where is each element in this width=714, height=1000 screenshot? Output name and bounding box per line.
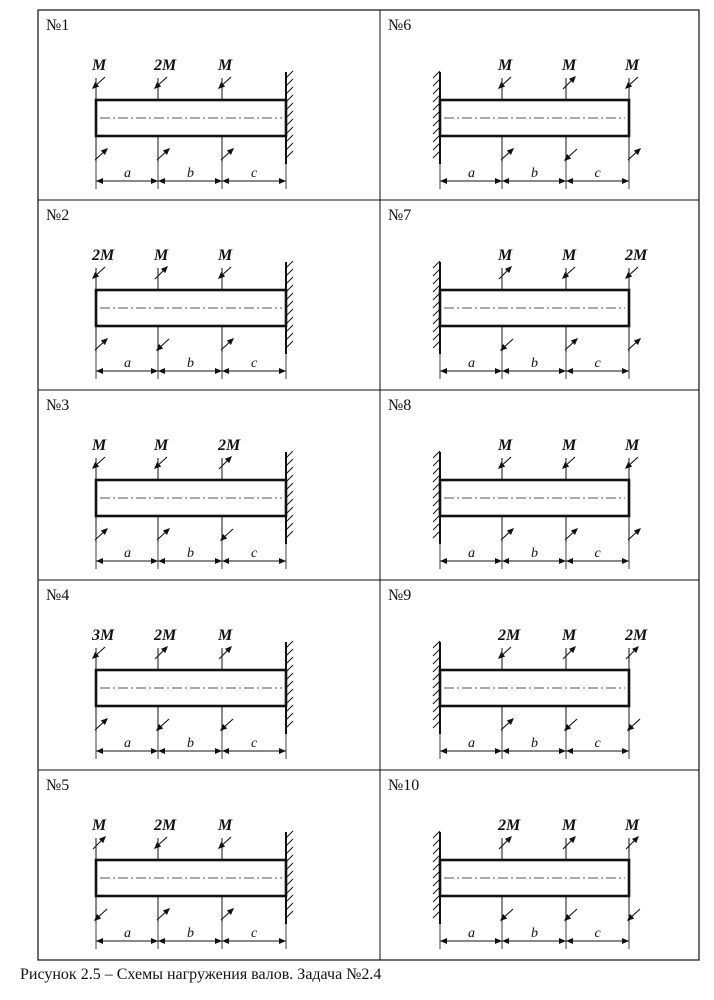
torque-label: M bbox=[218, 817, 233, 834]
torque-label: 2M bbox=[154, 57, 177, 74]
torque-label: M bbox=[92, 817, 107, 834]
hatch-line bbox=[286, 665, 293, 672]
arrow-head bbox=[566, 178, 573, 184]
hatch-line bbox=[286, 333, 293, 340]
torque-arrow bbox=[92, 267, 108, 352]
arrow-head bbox=[215, 938, 222, 944]
torque-label: M bbox=[498, 247, 513, 264]
arrow-head bbox=[566, 938, 573, 944]
torque-arrow bbox=[218, 837, 234, 922]
hatch-line bbox=[433, 911, 440, 918]
torque-label: M bbox=[562, 57, 577, 74]
arrow-head bbox=[222, 938, 229, 944]
fixed-support-hatch bbox=[286, 831, 293, 924]
dimension-label: a bbox=[468, 736, 475, 751]
torque-arrow bbox=[562, 267, 578, 352]
scheme-table-grid bbox=[38, 10, 699, 960]
scheme-number: №1 bbox=[46, 17, 70, 34]
arrow-head bbox=[158, 558, 165, 564]
dimension-label: c bbox=[251, 546, 258, 561]
torque-label: 2M bbox=[625, 247, 648, 264]
torque-arrow bbox=[498, 457, 514, 542]
hatch-line bbox=[286, 911, 293, 918]
hatch-line bbox=[433, 649, 440, 656]
arrow-head bbox=[502, 748, 509, 754]
dimension-label: a bbox=[468, 166, 475, 181]
arrow-head bbox=[502, 558, 509, 564]
dimension-label: a bbox=[124, 546, 131, 561]
arrow-head bbox=[215, 178, 222, 184]
figure-caption: Рисунок 2.5 – Схемы нагружения валов. Задача №2.4 bbox=[20, 966, 382, 983]
dimension-label: c bbox=[251, 926, 258, 941]
dimension-label: b bbox=[531, 546, 538, 561]
arrow-head bbox=[151, 748, 158, 754]
dimension-label: c bbox=[251, 736, 258, 751]
scheme-number: №5 bbox=[46, 777, 70, 794]
torque-arrow bbox=[154, 837, 170, 922]
torque-label: 2M bbox=[154, 817, 177, 834]
dimension-label: a bbox=[124, 736, 131, 751]
torque-arrow bbox=[625, 77, 641, 162]
torque-label: 2M bbox=[154, 627, 177, 644]
hatch-line bbox=[286, 523, 293, 530]
hatch-line bbox=[433, 523, 440, 530]
torque-arrow bbox=[625, 457, 641, 542]
hatch-line bbox=[286, 475, 293, 482]
hatch-line bbox=[433, 531, 440, 538]
dimension-label: c bbox=[594, 926, 601, 941]
hatch-line bbox=[433, 459, 440, 466]
scheme-number: №6 bbox=[388, 17, 412, 34]
hatch-line bbox=[286, 87, 293, 94]
dimension-label: c bbox=[251, 166, 258, 181]
dimension-label: a bbox=[468, 356, 475, 371]
hatch-line bbox=[433, 641, 440, 648]
arrow-head bbox=[279, 178, 286, 184]
torque-arrow bbox=[499, 836, 513, 922]
torque-label: M bbox=[562, 627, 577, 644]
scheme-number: №10 bbox=[388, 777, 420, 794]
hatch-line bbox=[433, 151, 440, 158]
torque-label: M bbox=[625, 817, 640, 834]
hatch-line bbox=[286, 151, 293, 158]
dimension-label: c bbox=[594, 356, 601, 371]
arrow-head bbox=[622, 938, 629, 944]
fixed-support-hatch bbox=[286, 71, 293, 164]
hatch-line bbox=[433, 79, 440, 86]
torque-label: M bbox=[625, 57, 640, 74]
arrow-head bbox=[495, 558, 502, 564]
hatch-line bbox=[286, 831, 293, 838]
hatch-line bbox=[286, 459, 293, 466]
hatch-line bbox=[433, 87, 440, 94]
torque-label: M bbox=[218, 627, 233, 644]
torque-label: M bbox=[498, 57, 513, 74]
hatch-line bbox=[286, 713, 293, 720]
arrow-head bbox=[495, 368, 502, 374]
hatch-line bbox=[286, 451, 293, 458]
arrow-head bbox=[495, 938, 502, 944]
scheme-cell bbox=[388, 207, 648, 379]
dimension-label: b bbox=[187, 926, 194, 941]
dimension-label: b bbox=[531, 736, 538, 751]
torque-label: 2M bbox=[498, 817, 521, 834]
arrow-head bbox=[440, 368, 447, 374]
dimension-label: c bbox=[594, 736, 601, 751]
hatch-line bbox=[286, 71, 293, 78]
hatch-line bbox=[286, 341, 293, 348]
arrow-head bbox=[96, 938, 103, 944]
torque-arrow bbox=[155, 266, 169, 352]
torque-label: M bbox=[154, 247, 169, 264]
hatch-line bbox=[433, 467, 440, 474]
scheme-number: №8 bbox=[388, 397, 412, 414]
hatch-line bbox=[433, 71, 440, 78]
arrow-head bbox=[151, 178, 158, 184]
arrow-head bbox=[566, 558, 573, 564]
torque-arrow bbox=[154, 77, 170, 162]
hatch-line bbox=[433, 269, 440, 276]
dimension-label: c bbox=[594, 546, 601, 561]
dimension-label: b bbox=[187, 546, 194, 561]
torque-arrow bbox=[499, 266, 513, 352]
arrow-head bbox=[559, 368, 566, 374]
torque-arrow bbox=[563, 836, 577, 922]
hatch-line bbox=[286, 903, 293, 910]
dimension-label: a bbox=[124, 926, 131, 941]
torque-label: M bbox=[562, 247, 577, 264]
dimension-label: c bbox=[251, 356, 258, 371]
arrow-head bbox=[622, 368, 629, 374]
dimension-label: b bbox=[531, 356, 538, 371]
torque-label: 2M bbox=[92, 247, 115, 264]
scheme-cell bbox=[388, 397, 641, 569]
torque-arrow bbox=[625, 267, 641, 352]
dimension-label: a bbox=[124, 166, 131, 181]
arrow-head bbox=[566, 368, 573, 374]
torque-label: 2M bbox=[498, 627, 521, 644]
scheme-number: №9 bbox=[388, 587, 412, 604]
hatch-line bbox=[286, 285, 293, 292]
hatch-line bbox=[433, 721, 440, 728]
torque-arrow bbox=[562, 457, 578, 542]
hatch-line bbox=[433, 831, 440, 838]
torque-label: M bbox=[218, 57, 233, 74]
hatch-line bbox=[286, 95, 293, 102]
scheme-cell bbox=[46, 397, 293, 569]
dimension-label: b bbox=[531, 166, 538, 181]
hatch-line bbox=[286, 261, 293, 268]
scheme-cell bbox=[46, 587, 293, 759]
dimension-label: b bbox=[531, 926, 538, 941]
arrow-head bbox=[559, 558, 566, 564]
arrow-head bbox=[440, 178, 447, 184]
scheme-number: №7 bbox=[388, 207, 412, 224]
hatch-line bbox=[433, 847, 440, 854]
arrow-head bbox=[502, 938, 509, 944]
hatch-line bbox=[433, 713, 440, 720]
torque-arrow bbox=[218, 267, 234, 352]
arrow-head bbox=[222, 368, 229, 374]
arrow-head bbox=[96, 748, 103, 754]
hatch-line bbox=[286, 721, 293, 728]
torque-label: M bbox=[562, 437, 577, 454]
torque-label: 2M bbox=[625, 627, 648, 644]
hatch-line bbox=[286, 531, 293, 538]
hatch-line bbox=[433, 325, 440, 332]
scheme-cell bbox=[388, 587, 648, 759]
fixed-support-hatch bbox=[286, 641, 293, 734]
hatch-line bbox=[286, 839, 293, 846]
arrow-head bbox=[96, 368, 103, 374]
arrow-head bbox=[151, 938, 158, 944]
dimension-label: a bbox=[468, 546, 475, 561]
hatch-line bbox=[286, 143, 293, 150]
torque-label: M bbox=[92, 57, 107, 74]
arrow-head bbox=[215, 368, 222, 374]
torque-arrow bbox=[154, 457, 170, 542]
scheme-cell bbox=[46, 207, 293, 379]
hatch-line bbox=[433, 333, 440, 340]
table-border bbox=[38, 10, 699, 960]
dimension-label: a bbox=[124, 356, 131, 371]
arrow-head bbox=[222, 178, 229, 184]
arrow-head bbox=[158, 368, 165, 374]
dimension-label: b bbox=[187, 356, 194, 371]
torque-label: M bbox=[92, 437, 107, 454]
torque-arrow bbox=[563, 76, 577, 162]
hatch-line bbox=[433, 839, 440, 846]
arrow-head bbox=[559, 748, 566, 754]
arrow-head bbox=[495, 178, 502, 184]
fixed-support-hatch bbox=[286, 261, 293, 354]
hatch-line bbox=[286, 79, 293, 86]
arrow-head bbox=[622, 748, 629, 754]
arrow-head bbox=[279, 748, 286, 754]
torque-label: M bbox=[498, 437, 513, 454]
scheme-cell bbox=[46, 17, 293, 189]
arrow-head bbox=[96, 558, 103, 564]
arrow-head bbox=[158, 178, 165, 184]
dimension-label: a bbox=[468, 926, 475, 941]
arrow-head bbox=[502, 368, 509, 374]
scheme-number: №4 bbox=[46, 587, 70, 604]
dimension-label: b bbox=[187, 166, 194, 181]
arrow-head bbox=[279, 368, 286, 374]
arrow-head bbox=[622, 558, 629, 564]
hatch-line bbox=[286, 641, 293, 648]
arrow-head bbox=[96, 178, 103, 184]
torque-label: 2M bbox=[218, 437, 241, 454]
arrow-head bbox=[222, 748, 229, 754]
arrow-head bbox=[279, 938, 286, 944]
arrow-head bbox=[158, 748, 165, 754]
arrow-head bbox=[495, 748, 502, 754]
arrow-head bbox=[151, 368, 158, 374]
hatch-line bbox=[286, 277, 293, 284]
arrow-head bbox=[440, 558, 447, 564]
hatch-line bbox=[286, 269, 293, 276]
arrow-head bbox=[215, 748, 222, 754]
arrow-head bbox=[222, 558, 229, 564]
torque-arrow bbox=[563, 646, 577, 732]
hatch-line bbox=[286, 855, 293, 862]
arrow-head bbox=[440, 938, 447, 944]
hatch-line bbox=[433, 657, 440, 664]
torque-arrow bbox=[92, 647, 108, 732]
hatch-line bbox=[286, 847, 293, 854]
arrow-head bbox=[559, 938, 566, 944]
hatch-line bbox=[433, 143, 440, 150]
scheme-number: №2 bbox=[46, 207, 70, 224]
hatch-line bbox=[433, 261, 440, 268]
arrow-head bbox=[440, 748, 447, 754]
torque-arrow bbox=[155, 646, 169, 732]
hatch-line bbox=[286, 657, 293, 664]
torque-label: 3M bbox=[92, 627, 115, 644]
arrow-head bbox=[151, 558, 158, 564]
dimension-label: b bbox=[187, 736, 194, 751]
hatch-line bbox=[433, 451, 440, 458]
torque-label: M bbox=[562, 817, 577, 834]
dimension-label: c bbox=[594, 166, 601, 181]
hatch-line bbox=[433, 277, 440, 284]
scheme-cell bbox=[388, 777, 640, 949]
torque-arrow bbox=[219, 456, 233, 542]
hatch-line bbox=[433, 705, 440, 712]
torque-arrow bbox=[92, 457, 108, 542]
torque-arrow bbox=[92, 77, 108, 162]
torque-label: M bbox=[625, 437, 640, 454]
arrow-head bbox=[502, 178, 509, 184]
hatch-line bbox=[286, 649, 293, 656]
scheme-cell bbox=[388, 17, 641, 189]
arrow-head bbox=[559, 178, 566, 184]
torque-label: M bbox=[154, 437, 169, 454]
arrow-head bbox=[566, 748, 573, 754]
torque-arrow bbox=[218, 77, 234, 162]
scheme-cell bbox=[46, 777, 293, 949]
hatch-line bbox=[433, 903, 440, 910]
arrow-head bbox=[215, 558, 222, 564]
torque-arrow bbox=[219, 646, 233, 732]
fixed-support-hatch bbox=[286, 451, 293, 544]
arrow-head bbox=[622, 178, 629, 184]
arrow-head bbox=[158, 938, 165, 944]
torque-arrow bbox=[498, 647, 514, 732]
hatch-line bbox=[433, 341, 440, 348]
hatch-line bbox=[433, 895, 440, 902]
torque-label: M bbox=[218, 247, 233, 264]
arrow-head bbox=[279, 558, 286, 564]
torque-arrow bbox=[498, 77, 514, 162]
hatch-line bbox=[433, 515, 440, 522]
hatch-line bbox=[433, 135, 440, 142]
hatch-line bbox=[286, 467, 293, 474]
scheme-number: №3 bbox=[46, 397, 70, 414]
